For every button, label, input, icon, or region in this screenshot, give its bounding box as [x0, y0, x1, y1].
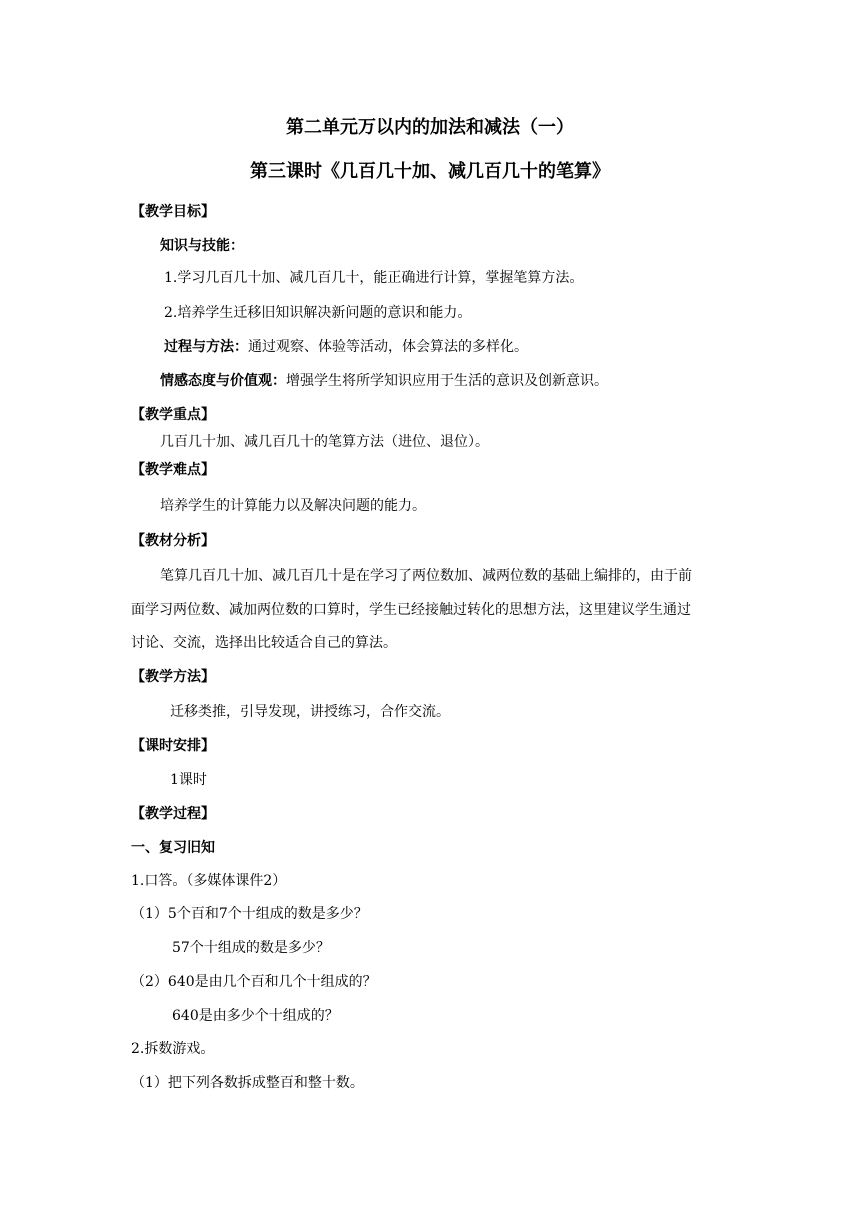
key-points-heading: 【教学重点】 [131, 407, 215, 423]
lesson-subtitle: 第三课时《几百几十加、减几百几十的笔算》 [250, 161, 610, 182]
difficulties-text: 培养学生的计算能力以及解决问题的能力。 [160, 498, 426, 514]
question-1a: （1）5个百和7个十组成的数是多少？ [131, 906, 368, 922]
knowledge-item-1: 1.学习几百几十加、减几百几十，能正确进行计算，掌握笔算方法。 [164, 270, 584, 286]
process-method-line [164, 337, 528, 357]
methods-text: 迁移类推，引导发现，讲授练习，合作交流。 [170, 704, 450, 720]
attitude-label: 情感态度与价值观： [160, 373, 286, 389]
attitude-text: 增强学生将所学知识应用于生活的意识及创新意识。 [286, 373, 608, 389]
analysis-line-2: 面学习两位数、减加两位数的口算时，学生已经接触过转化的思想方法，这里建议学生通过 [131, 602, 691, 618]
knowledge-item-2: 2.培养学生迁移旧知识解决新问题的意识和能力。 [164, 305, 472, 321]
analysis-line-3: 讨论、交流，选择出比较适合自己的算法。 [131, 635, 397, 651]
analysis-line-1: 笔算几百几十加、减几百几十是在学习了两位数加、减两位数的基础上编排的，由于前 [160, 568, 692, 584]
objectives-heading: 【教学目标】 [131, 204, 215, 220]
review-item-1: 1.口答。（多媒体课件2） [131, 873, 287, 889]
schedule-heading: 【课时安排】 [131, 738, 215, 754]
question-2a: （2）640是由几个百和几个十组成的？ [131, 974, 377, 990]
document-title: 第二单元万以内的加法和减法（一） [286, 117, 574, 138]
question-3: （1）把下列各数拆成整百和整十数。 [131, 1075, 364, 1091]
difficulties-heading: 【教学难点】 [131, 462, 215, 478]
process-label: 过程与方法： [164, 339, 248, 355]
knowledge-label: 知识与技能： [160, 238, 244, 254]
key-points-text: 几百几十加、减几百几十的笔算方法（进位、退位）。 [160, 434, 489, 450]
schedule-text: 1课时 [170, 772, 207, 788]
process-text: 通过观察、体验等活动，体会算法的多样化。 [248, 339, 528, 355]
question-1b: 57个十组成的数是多少？ [172, 940, 330, 956]
section-review: 一、复习旧知 [131, 840, 215, 856]
process-heading: 【教学过程】 [131, 806, 215, 822]
analysis-heading: 【教材分析】 [131, 533, 215, 549]
attitude-line [160, 371, 608, 391]
question-2b: 640是由多少个十组成的？ [172, 1008, 339, 1024]
review-item-2: 2.拆数游戏。 [131, 1041, 215, 1057]
methods-heading: 【教学方法】 [131, 669, 215, 685]
